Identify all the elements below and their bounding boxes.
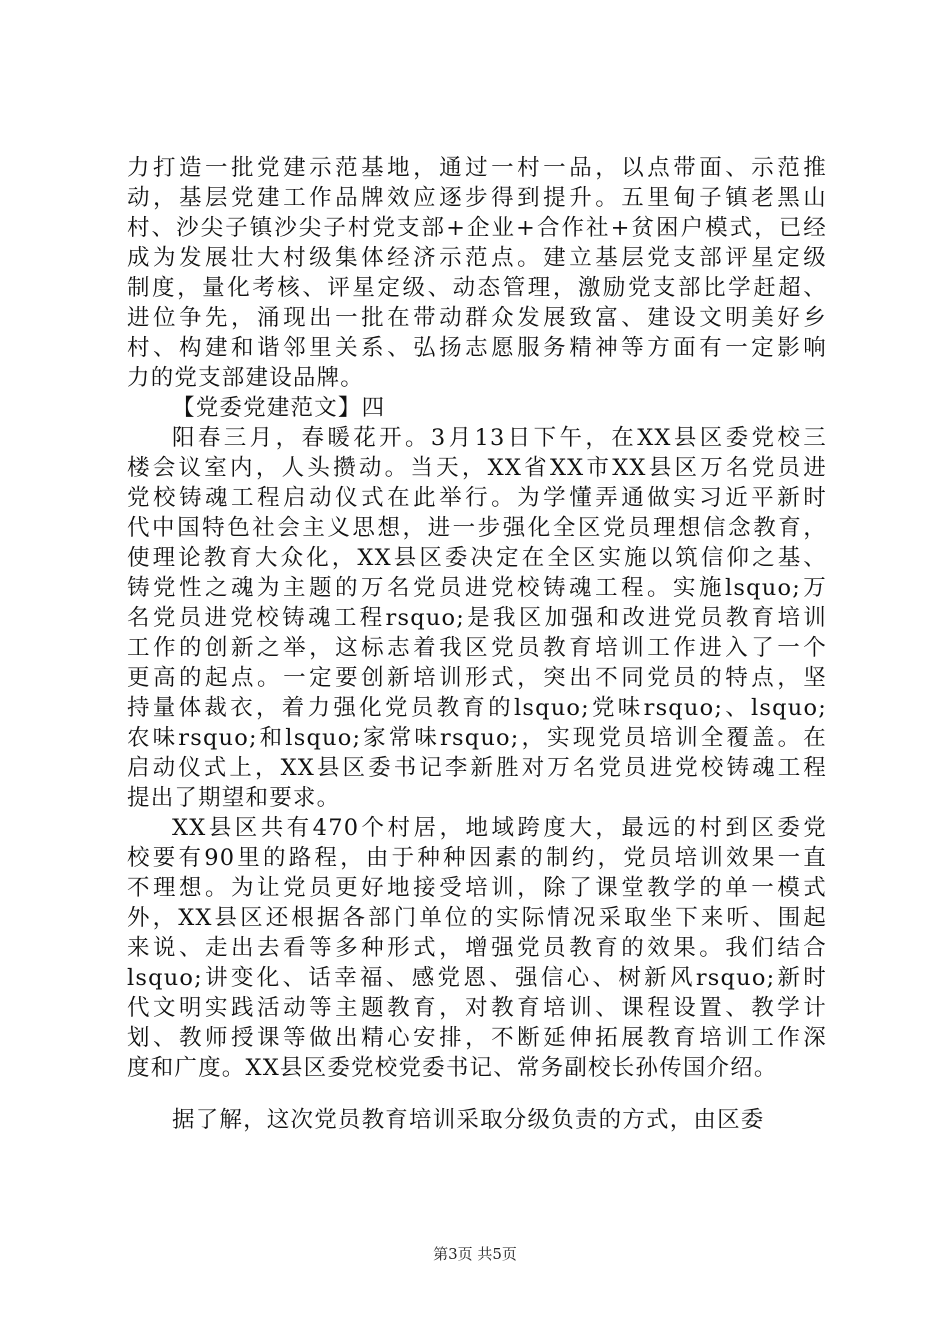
text-line: 来说、走出去看等多种形式，增强党员教育的效果。我们结合: [127, 935, 827, 961]
text-line: 力打造一批党建示范基地，通过一村一品，以点带面、示范推: [127, 155, 827, 181]
text-line: 制度，量化考核、评星定级、动态管理，激励党支部比学赶超、: [127, 275, 827, 301]
text-line: 村、构建和谐邻里关系、弘扬志愿服务精神等方面有一定影响: [127, 335, 827, 361]
paragraph-spacing: [127, 1083, 827, 1105]
text-line: 村、沙尖子镇沙尖子村党支部+企业+合作社+贫困户模式，已经: [127, 215, 827, 241]
text-line: 楼会议室内，人头攒动。当天，XX省XX市XX县区万名党员进: [127, 455, 827, 481]
text-line: 外，XX县区还根据各部门单位的实际情况采取坐下来听、围起: [127, 905, 827, 931]
section-heading: 【党委党建范文】四: [172, 395, 386, 421]
text-line: 力的党支部建设品牌。: [127, 365, 365, 391]
text-line: 不理想。为让党员更好地接受培训，除了课堂教学的单一模式: [127, 875, 827, 901]
text-line: 使理论教育大众化，XX县区委决定在全区实施以筑信仰之基、: [127, 545, 827, 571]
text-line: 代中国特色社会主义思想，进一步强化全区党员理想信念教育，: [127, 515, 827, 541]
text-line: 进位争先，涌现出一批在带动群众发展致富、建设文明美好乡: [127, 305, 827, 331]
text-line: 校要有90里的路程，由于种种因素的制约，党员培训效果一直: [127, 845, 827, 871]
text-line: 动，基层党建工作品牌效应逐步得到提升。五里甸子镇老黑山: [127, 185, 827, 211]
paragraph-tiered-responsibility: [127, 1105, 827, 1135]
paragraph-launch-ceremony: [127, 423, 827, 813]
paragraph-training-modes: [127, 813, 827, 1083]
text-line: 持量体裁衣，着力强化党员教育的lsquo;党味rsquo;、lsquo;: [127, 695, 827, 721]
text-line: 工作的创新之举，这标志着我区党员教育培训工作进入了一个: [127, 635, 827, 661]
page-number: 第3页 共5页: [433, 1245, 517, 1263]
paragraph-continued: [127, 153, 827, 393]
text-line: 成为发展壮大村级集体经济示范点。建立基层党支部评星定级: [127, 245, 827, 271]
text-line: 启动仪式上，XX县区委书记李新胜对万名党员进党校铸魂工程: [127, 755, 827, 781]
text-line: 阳春三月，春暖花开。3月13日下午，在XX县区委党校三: [172, 425, 827, 451]
text-line: 度和广度。XX县区委党校党委书记、常务副校长孙传国介绍。: [127, 1055, 778, 1081]
text-line: 农味rsquo;和lsquo;家常味rsquo;，实现党员培训全覆盖。在: [127, 725, 827, 751]
text-line: 提出了期望和要求。: [127, 785, 341, 811]
text-line: 党校铸魂工程启动仪式在此举行。为学懂弄通做实习近平新时: [127, 485, 827, 511]
text-line: XX县区共有470个村居，地域跨度大，最远的村到区委党: [172, 815, 827, 841]
text-line: 据了解，这次党员教育培训采取分级负责的方式，由区委: [172, 1107, 765, 1133]
document-body: [127, 153, 827, 1135]
text-line: 更高的起点。一定要创新培训形式，突出不同党员的特点，坚: [127, 665, 827, 691]
text-line: 代文明实践活动等主题教育，对教育培训、课程设置、教学计: [127, 995, 827, 1021]
text-line: 名党员进党校铸魂工程rsquo;是我区加强和改进党员教育培训: [127, 605, 827, 631]
text-line: 铸党性之魂为主题的万名党员进党校铸魂工程。实施lsquo;万: [127, 575, 827, 601]
text-line: lsquo;讲变化、话幸福、感党恩、强信心、树新风rsquo;新时: [127, 965, 827, 991]
text-line: 划、教师授课等做出精心安排，不断延伸拓展教育培训工作深: [127, 1025, 827, 1051]
